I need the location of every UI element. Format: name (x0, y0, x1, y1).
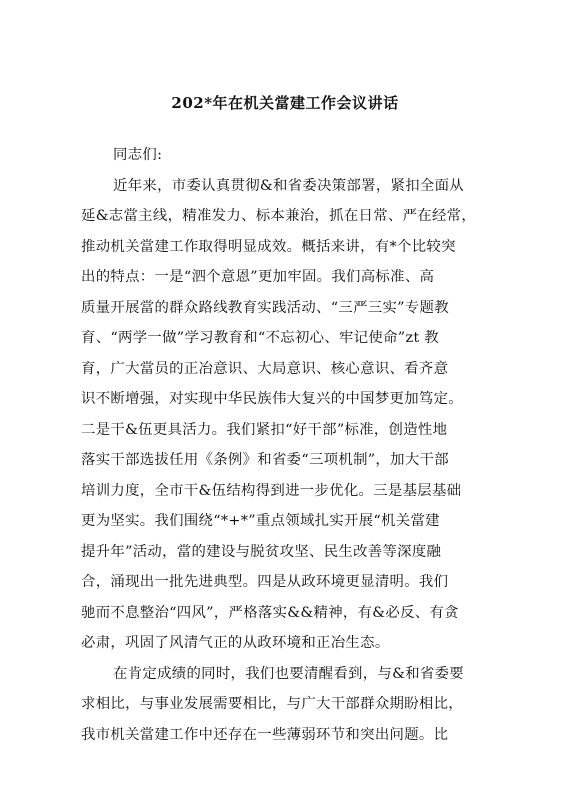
document-title: 202*年在机关當建工作会议讲话 (171, 94, 399, 112)
paragraph-line: 培训力度，全市干&伍结构得到进一步优化。三是基层基础 (81, 482, 462, 499)
paragraph-line: 延&志當主线，精准发力、标本兼治，抓在日常、严在经常， (81, 208, 477, 224)
paragraph-line: 近年来，市委认真贯彻&和省委决策部署，紧扣全面从 (113, 177, 464, 194)
paragraph-line: 我市机关當建工作中还存在一些薄弱环节和突出问题。比 (81, 726, 449, 743)
paragraph-line: 出的特点：一是“泗个意恩”更加牢固。我们高标准、高 (81, 269, 435, 285)
paragraph-line: 在肯定成绩的同时，我们也要清醒看到，与&和省委要 (113, 665, 464, 682)
document-body (81, 140, 501, 750)
paragraph-line: 必肃，巩固了风清气正的从政环境和正冶生态。 (81, 635, 390, 651)
paragraph-line: 更为坚实。我们围绕“*+*”重点领域扎实开展“机关當建 (81, 513, 440, 529)
paragraph-line: 二是干&伍更具活力。我们紧扣“好干部”标准，创造性地 (81, 421, 448, 438)
paragraph-line: 合，涌现出一批先进典型。四是从政环境更显清明。我们 (81, 574, 449, 590)
paragraph-line: 识不断增强，对实现中华民族伟大复兴的中国梦更加笃定。 (81, 391, 463, 407)
paragraph-line: 育、“两学一做”学习教育和“不忘初心、牢记使命”zt 教 (81, 330, 439, 346)
paragraph-line: 求相比，与事业发展需要相比，与广大干部群众期盼相比， (81, 696, 463, 712)
paragraph-line: 推动机关當建工作取得明显成效。概括来讲，有*个比较突 (81, 238, 456, 255)
paragraph-line: 驰而不息整治“四风”，严格落实&&精神，有&必反、有贪 (81, 604, 459, 621)
paragraph-line: 育，广大當员的正冶意识、大局意识、核心意识、看齐意 (81, 360, 449, 377)
salutation: 同志们: (113, 147, 163, 163)
paragraph-line: 提升年”活动，當的建设与脱贫攻坚、民生改善等深度融 (81, 543, 442, 560)
paragraph-line: 质量开展當的群众路线教育实践活动、“三严三实”专题教 (81, 299, 449, 316)
paragraph-line: 落实干部选拔任用《条例》和省委“三项机制”，加大干部 (81, 452, 449, 468)
